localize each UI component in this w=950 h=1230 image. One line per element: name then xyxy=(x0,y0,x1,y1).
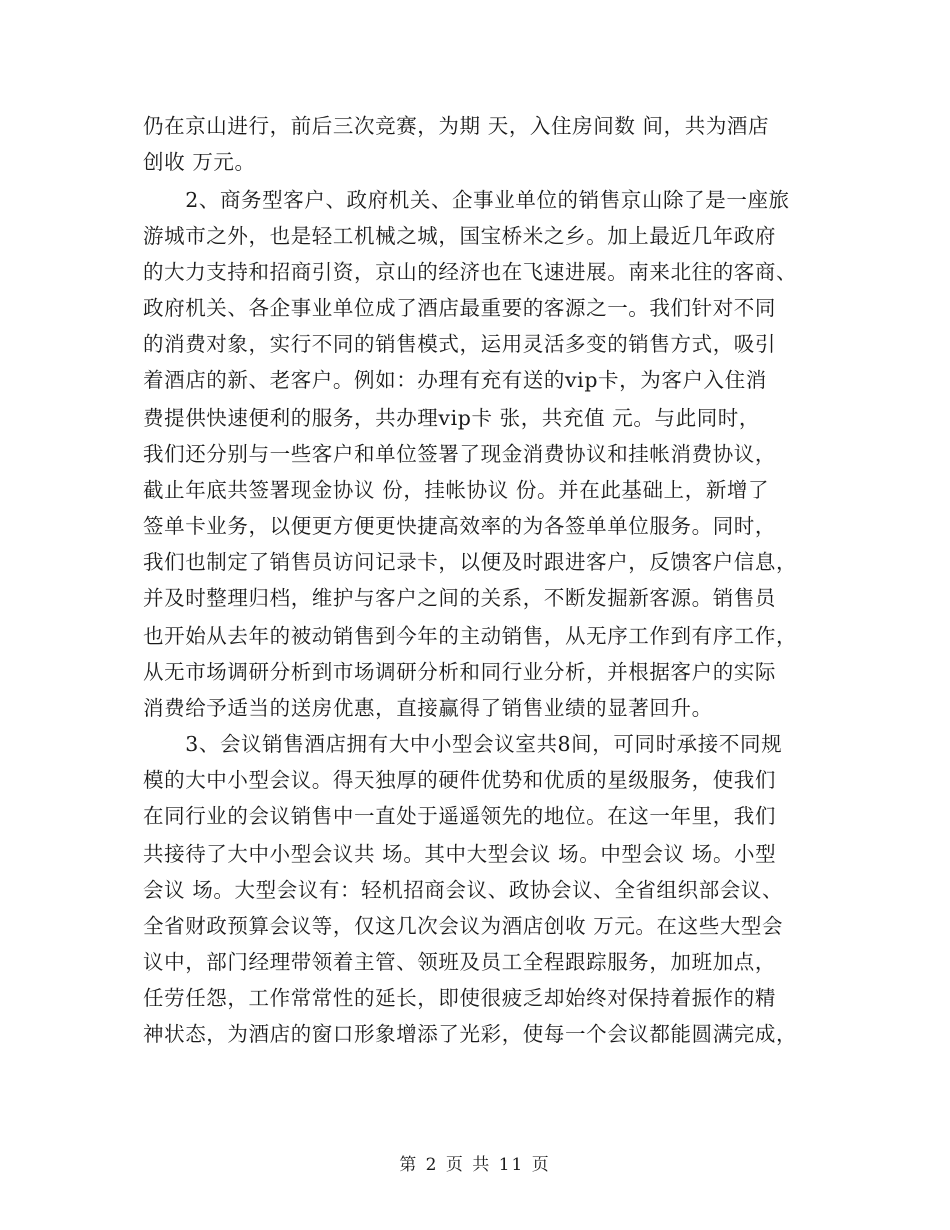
body-line: 共接待了大中小型会议共 场。其中大型会议 场。中型会议 场。小型 xyxy=(143,842,777,866)
body-line: 消费给予适当的送房优惠，直接赢得了销售业绩的显著回升。 xyxy=(143,696,713,720)
body-line: 的大力支持和招商引资，京山的经济也在飞速进展。南来北往的客商、 xyxy=(143,260,798,284)
body-line: 任劳任怨，工作常常性的延长，即使很疲乏却始终对保持着振作的精 xyxy=(143,986,776,1010)
body-line: 也开始从去年的被动销售到今年的主动销售，从无序工作到有序工作， xyxy=(143,624,798,648)
body-line: 全省财政预算会议等，仅这几次会议为酒店创收 万元。在这些大型会 xyxy=(143,914,784,938)
body-line: 并及时整理归档，维护与客户之间的关系，不断发掘新客源。销售员 xyxy=(143,586,776,610)
body-line: 的消费对象，实行不同的销售模式，运用灵活多变的销售方式，吸引 xyxy=(143,332,776,356)
body-line: 着酒店的新、老客户。例如：办理有充有送的vip卡，为客户入住消 xyxy=(143,368,767,392)
body-line: 在同行业的会议销售中一直处于遥遥领先的地位。在这一年里，我们 xyxy=(143,804,776,828)
body-line: 费提供快速便利的服务，共办理vip卡 张，共充值 元。与此同时， xyxy=(143,406,760,430)
body-line: 仍在京山进行，前后三次竞赛，为期 天，入住房间数 间，共为酒店 xyxy=(143,114,770,138)
body-line: 模的大中小型会议。得天独厚的硬件优势和优质的星级服务，使我们 xyxy=(143,768,776,792)
body-line: 创收 万元。 xyxy=(143,150,256,174)
body-line: 签单卡业务，以便更方便更快捷高效率的为各签单单位服务。同时， xyxy=(143,514,776,538)
body-line: 截止年底共签署现金协议 份，挂帐协议 份。并在此基础上，新增了 xyxy=(143,478,770,502)
body-line: 游城市之外，也是轻工机械之城，国宝桥米之乡。加上最近几年政府 xyxy=(143,224,776,248)
body-line: 我们还分别与一些客户和单位签署了现金消费协议和挂帐消费协议， xyxy=(143,442,776,466)
body-line: 从无市场调研分析到市场调研分析和同行业分析，并根据客户的实际 xyxy=(143,660,776,684)
body-line: 2、商务型客户、政府机关、企事业单位的销售京山除了是一座旅 xyxy=(143,188,790,212)
body-line: 3、会议销售酒店拥有大中小型会议室共8间，可同时承接不同规 xyxy=(143,732,783,756)
body-line: 神状态，为酒店的窗口形象增添了光彩，使每一个会议都能圆满完成， xyxy=(143,1022,798,1046)
page-number: 第 2 页 共 11 页 xyxy=(399,1155,551,1175)
body-line: 政府机关、各企事业单位成了酒店最重要的客源之一。我们针对不同 xyxy=(143,296,776,320)
body-line: 会议 场。大型会议有：轻机招商会议、政协会议、全省组织部会议、 xyxy=(143,878,784,902)
body-line: 议中，部门经理带领着主管、领班及员工全程跟踪服务，加班加点， xyxy=(143,950,776,974)
body-line: 我们也制定了销售员访问记录卡，以便及时跟进客户，反馈客户信息， xyxy=(143,550,798,574)
